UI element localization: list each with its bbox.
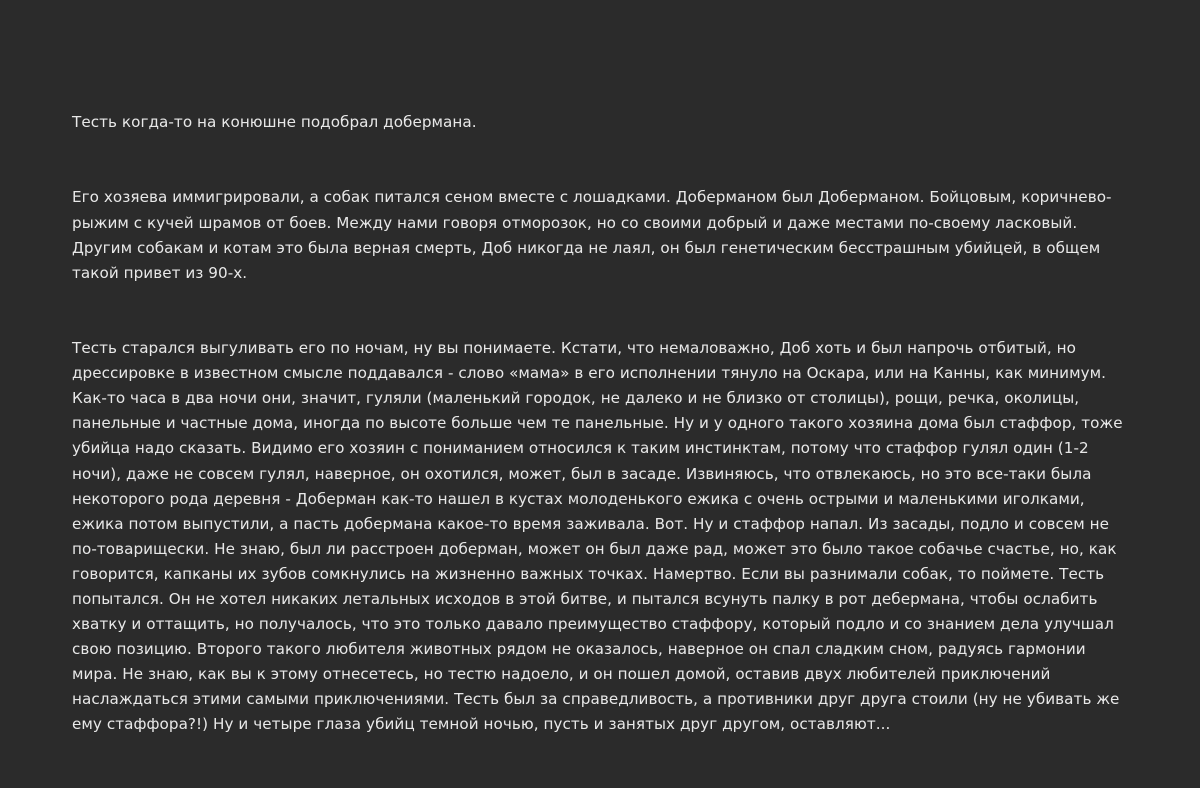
paragraph: Тесть когда-то на конюшне подобрал добермана.: [72, 113, 477, 132]
paragraph: Его хозяева иммигрировали, а собак питался сеном вместе с лошадками. Доберманом был Доберманом. Бойцовым, коричнево-рыжим с кучей шрамов от боев. Между нами говоря отморозок, но со своими добрый и даже местами по-своему ласковый. Другим собакам и котам это была верная смерть, Доб никогда не лаял, он был генетическим бесстрашным убийцей, в общем такой привет из 90-х.: [72, 188, 1112, 282]
paragraph: Тесть старался выгуливать его по ночам, ну вы понимаете. Кстати, что немаловажно, Доб хоть и был напрочь отбитый, но дрессировке в известном смысле поддавался - слово «мама» в его исполнении тянуло на Оскара, или на Канны, как минимум. Как-то часа в два ночи они, значит, гуляли (маленький городок, не далеко и не близко от столицы), рощи, речка, околицы, панельные и частные дома, иногда по высоте больше чем те панельные. Ну и у одного такого хозяина дома был стаффор, тоже убийца надо сказать. Видимо его хозяин с пониманием относился к таким инстинктам, потому что стаффор гулял один (1-2 ночи), даже не совсем гулял, наверное, он охотился, может, был в засаде. Извиняюсь, что отвлекаюсь, но это все-таки была некоторого рода деревня - Доберман как-то нашел в кустах молоденького ежика с очень острыми и маленькими иголками, ежика потом выпустили, а пасть добермана какое-то время заживала. Вот. Ну и стаффор напал. Из засады, подло и совсем не по-товарищески. Не знаю, был ли расстроен доберман, может он был даже рад, может это было такое собачье счастье, но, как говорится, капканы их зубов сомкнулись на жизненно важных точках. Намертво. Если вы разнимали собак, то поймете. Тесть попытался. Он не хотел никаких летальных исходов в этой битве, и пытался всунуть палку в рот дебермана, чтобы ослабить хватку и оттащить, но получалось, что это только давало преимущество стаффору, который подло и со знанием дела улучшал свою позицию. Второго такого любителя животных рядом не оказалось, наверное он спал сладким сном, радуясь гармонии мира. Не знаю, как вы к этому отнесетесь, но тестю надоело, и он пошел домой, оставив двух любителей приключений наслаждаться этими самыми приключениями. Тесть был за справедливость, а противники друг друга стоили (ну не убивать же ему стаффора?!) Ну и четыре глаза убийц темной ночью, пусть и занятых друг другом, оставляют...: [72, 339, 1128, 734]
story-body: [72, 60, 1128, 788]
